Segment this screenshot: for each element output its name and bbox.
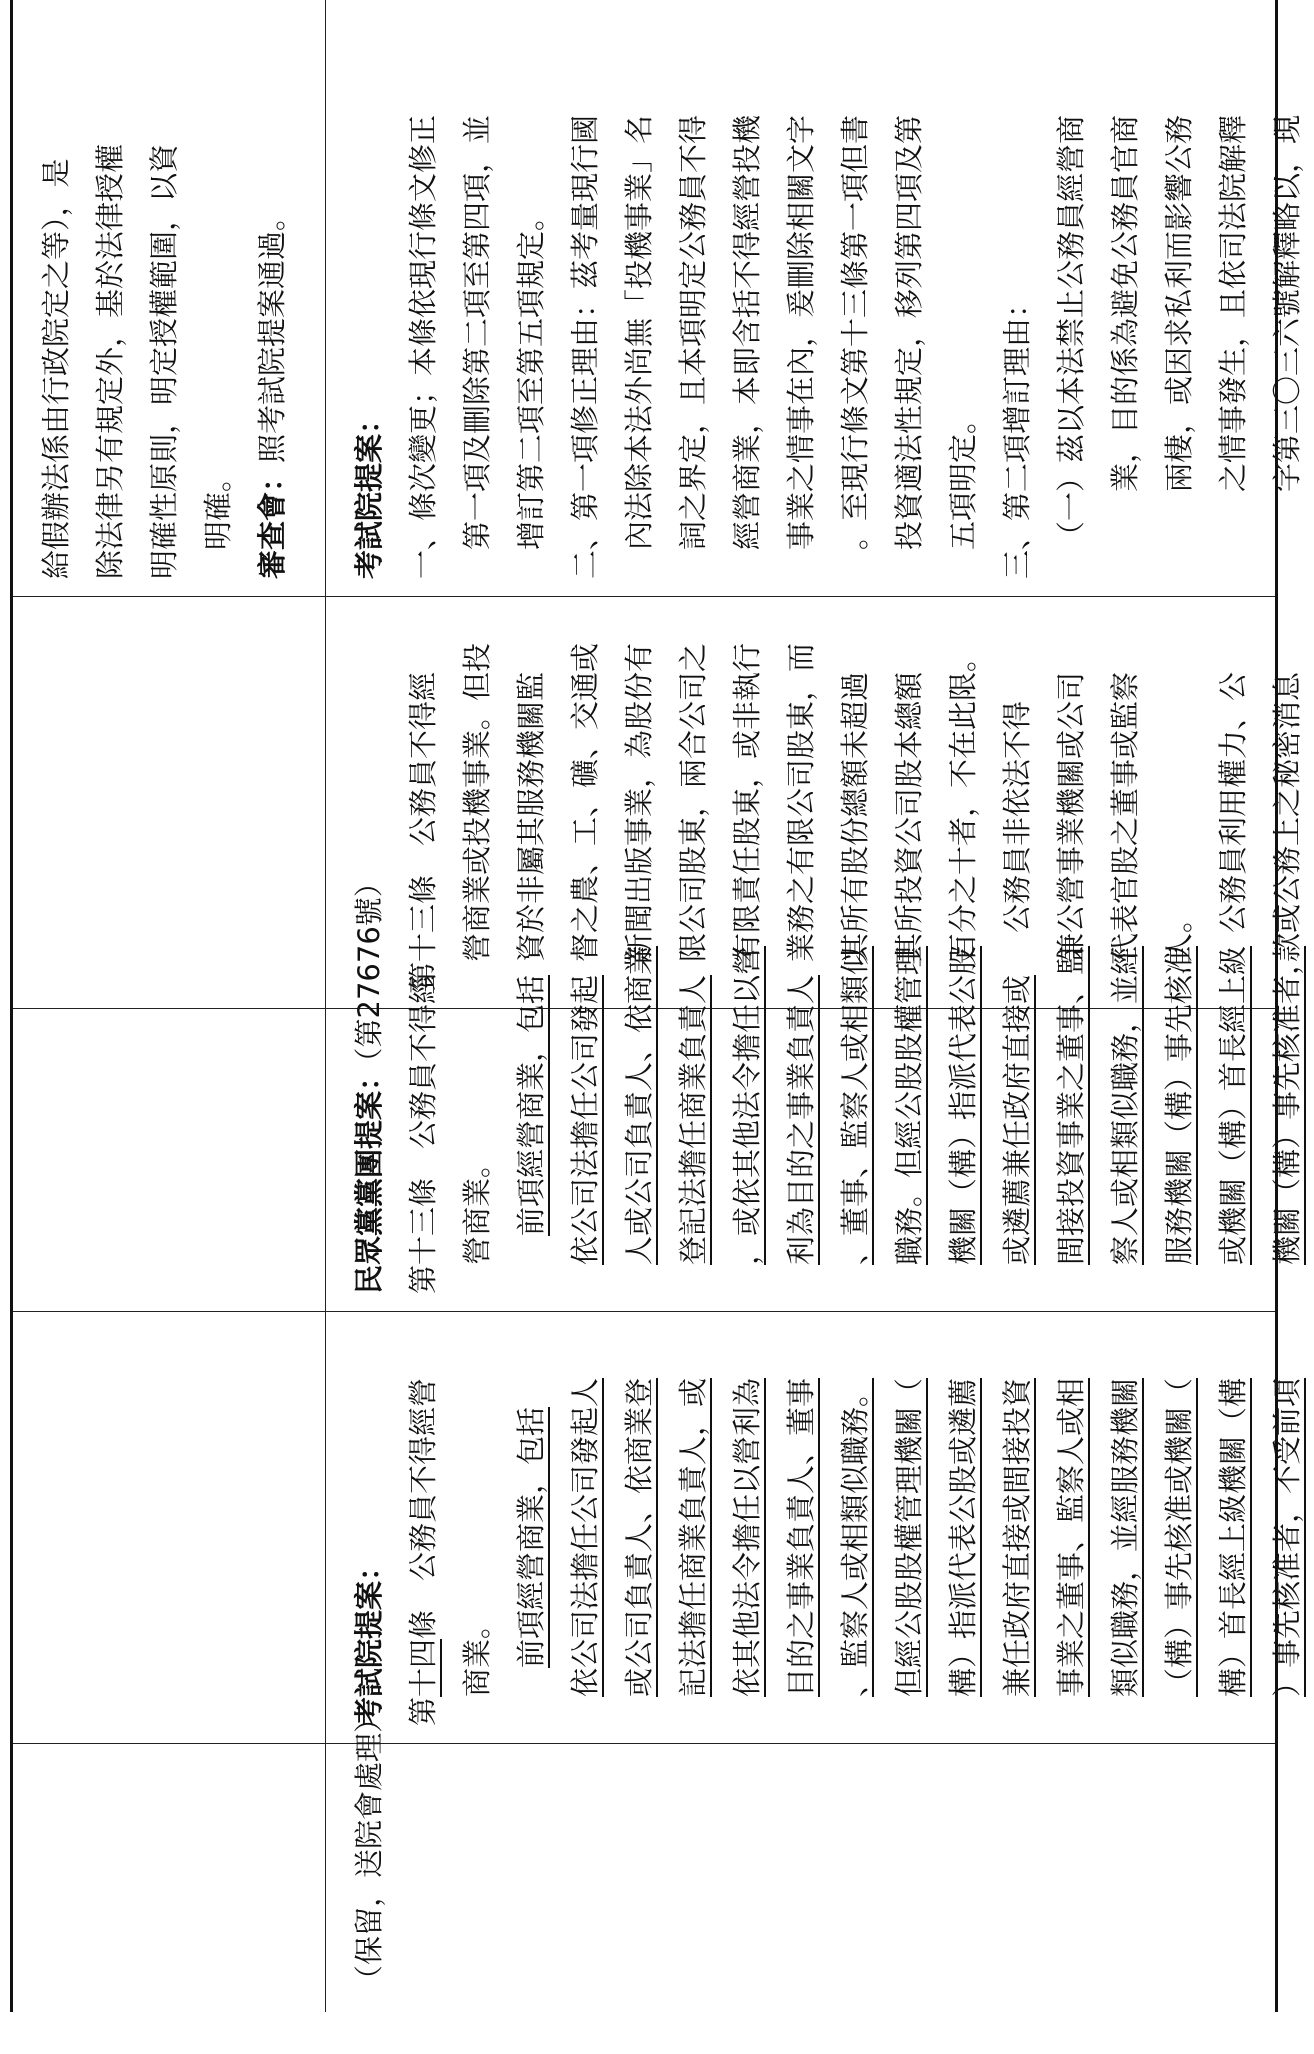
text-line [396,12,450,579]
text-line [936,609,990,991]
line-text: 明確性原則，明定授權範圍，以資 [147,143,181,579]
line-text: 新聞出版事業，為股份有 [622,642,656,962]
cell-tpp-caucus-proposal [326,868,1304,1312]
text-line [504,1324,558,1726]
text-line [1044,1324,1098,1726]
text-line [558,974,612,1294]
line-text: 明確。 [201,462,235,550]
line-text: 業務之有限公司股東，而 [784,642,818,962]
text-line [828,12,882,579]
underlined-text: 職務。但經公股股權管理 [892,945,926,1265]
text-line [936,12,990,579]
bold-label: 考試院提案： [352,404,386,579]
underlined-text: 或公司負責人、依商業登 [622,1377,656,1697]
line-text: 增訂第二項至第五項規定。 [514,201,548,550]
underlined-text: 前項經營商業，包括 [514,974,548,1236]
text-line [137,12,191,579]
underlined-text: 十四 [406,1638,440,1697]
line-text: 詞之界定，且本項明定公務員不得 [676,114,710,550]
underlined-text: 依公司法擔任公司發起人 [568,1377,602,1697]
underlined-text: ）事先核准者，不受前項 [1270,1377,1304,1697]
line-text: （第27676號） [352,868,386,1062]
text-line [29,12,83,579]
text-line [774,1324,828,1726]
underlined-text: 、監察人或相類似職務。 [838,1377,872,1697]
underlined-text: 人或公司負責人、依商業 [622,945,656,1265]
text-line [936,945,990,1294]
text-line [882,609,936,991]
underlined-text: 察人或相類似職務，並經 [1108,945,1142,1265]
underlined-text: 目的之事業負責人、董事 [784,1377,818,1697]
text-line [504,974,558,1294]
line-text: 照考試院提案通過。 [255,201,289,463]
text-line [558,12,612,579]
underlined-text: 記法擔任商業負責人，或 [676,1377,710,1697]
line-text: 業，目的係為避免公務員官商 [1108,114,1142,492]
text-line [1260,1324,1314,1726]
cell-current-law [326,597,1304,1009]
line-text: 人。 [1162,903,1196,962]
line-text: （保留，送院會處理） [352,1703,386,1994]
line-text: 兩棲，或因求私利而影響公務 [1162,114,1196,492]
underlined-text: 依其他法令擔任以營利為 [730,1377,764,1697]
text-line [720,1324,774,1726]
text-line [342,1703,396,1994]
text-line [1260,12,1314,579]
text-line [720,609,774,991]
text-line [882,945,936,1294]
line-text: 兼公營事業機關或公司 [1054,671,1088,962]
text-line [83,12,137,579]
line-text: 字第三〇三六號解釋略以，現 [1270,114,1304,492]
text-line [1206,609,1260,991]
text-line [1098,609,1152,991]
text-line [1044,609,1098,991]
text-line [558,609,612,991]
text-line [1260,945,1314,1294]
text-line [396,1324,450,1726]
text-line [774,12,828,579]
text-line [1260,609,1314,991]
line-text: 公務員非依法不得 [1000,700,1034,933]
text-line [828,1324,882,1726]
text-line [666,974,720,1294]
line-text: 之情事發生，且依司法院解釋 [1216,114,1250,492]
text-line [990,1324,1044,1726]
line-text: 代表官股之董事或監察 [1108,671,1142,962]
line-text: 內法除本法外尚無「投機事業」名 [622,114,656,550]
text-line [1152,12,1206,579]
text-line [666,12,720,579]
line-text: 第 [406,1696,440,1726]
text-line [1206,945,1260,1294]
line-text: （一）茲以本法禁止公務員經營商 [1054,114,1088,550]
text-line [450,1324,504,1726]
text-line [396,609,450,991]
line-text: 給假辦法係由行政院定之等），是 [39,158,73,579]
line-text: 。至現行條文第十三條第一項但書 [838,114,872,550]
underlined-text: 登記法擔任商業負責人 [676,974,710,1265]
text-line [990,609,1044,991]
underlined-text: 但經公股股權管理機關（ [892,1377,926,1697]
text-line [1098,1324,1152,1726]
table-section-bottom [326,0,1304,2012]
line-text: 條 公務員不得經營 [406,1377,440,1639]
line-text: 投資適法性規定，移列第四項及第 [892,114,926,550]
line-text: 其所有股份總額未超過 [838,671,872,962]
line-text: 二、第一項修正理由：茲考量現行國 [568,114,602,579]
bold-label: 考試院提案： [352,1551,386,1726]
line-text: 百分之十者，不在此限。 [946,642,980,962]
text-line [882,12,936,579]
text-line [720,945,774,1294]
text-line [612,945,666,1294]
cell-top-4 [13,597,325,1009]
text-line [1044,12,1098,579]
text-line [450,609,504,991]
line-text: 經營商業，本即含括不得經營投機 [730,114,764,550]
cell-top-1 [13,1744,325,2012]
cell-exam-yuan-proposal [326,1312,1304,1744]
text-line [558,1324,612,1726]
underlined-text: 、董事、監察人或相類似 [838,945,872,1265]
line-text: 五項明定。 [946,404,980,550]
cell-explanation [326,0,1304,597]
line-text: 除法律另有規定外，基於法律授權 [93,143,127,579]
text-line [990,974,1044,1294]
underlined-text: 服務機關（構）事先核准 [1162,945,1196,1265]
underlined-text: 類似職務，並經服務機關 [1108,1377,1142,1697]
underlined-text: 構）指派代表公股或遴薦 [946,1377,980,1697]
underlined-text: 前項經營商業，包括 [514,1406,548,1668]
line-text: 事業之情事在內，爰刪除相關文字 [784,114,818,550]
underlined-text: 利為目的之事業負責人 [784,974,818,1265]
underlined-text: 或遴薦兼任政府直接或 [1000,974,1034,1265]
text-line [342,12,396,579]
text-line [720,12,774,579]
text-line [504,12,558,579]
text-line [828,945,882,1294]
text-line [1152,609,1206,991]
underlined-text: 構）首長經上級機關（構 [1216,1377,1250,1697]
bold-label: 審查會： [255,462,289,579]
line-text: 公務員利用權力、公 [1216,671,1250,933]
line-text: 第十三條 公務員不得經 [406,974,440,1294]
underlined-text: 機關（構）事先核准者， [1270,945,1304,1265]
text-line [612,12,666,579]
text-line [612,1324,666,1726]
line-text: 第一項及刪除第二項至第四項，並 [460,114,494,550]
text-line [342,868,396,1294]
text-line [450,12,504,579]
underlined-text: 兼任政府直接或間接投資 [1000,1377,1034,1697]
text-line [828,609,882,991]
line-text: 三、第二項增訂理由： [1000,288,1034,579]
line-text: 資於非屬其服務機關監 [514,671,548,962]
underlined-text: 事業之董事、監察人或相 [1054,1377,1088,1697]
line-text: 一、條次變更；本條依現行條文修正 [406,114,440,579]
underlined-text: 或機關（構）首長經上級 [1216,945,1250,1265]
underlined-text: 依公司法擔任公司發起 [568,974,602,1265]
text-line [1206,1324,1260,1726]
line-text: 督之農、工、礦、交通或 [568,642,602,962]
text-line [1098,945,1152,1294]
text-line [342,1324,396,1726]
text-line [1044,945,1098,1294]
text-line [1206,12,1260,579]
underlined-text: 機關（構）指派代表公股 [946,945,980,1265]
line-text: 第十三條 公務員不得經 [406,671,440,991]
cell-top-5 [13,0,325,597]
text-line [504,609,558,991]
underlined-text: 間接投資事業之董事、監 [1054,945,1088,1265]
text-line [1098,12,1152,579]
text-line [1152,1324,1206,1726]
underlined-text: （構）事先核准或機關（ [1162,1377,1196,1697]
cell-top-2 [13,1312,325,1744]
text-line [342,609,396,991]
text-line [936,1324,990,1726]
text-line [612,609,666,991]
text-line [191,12,245,579]
text-line [882,1324,936,1726]
text-line [774,974,828,1294]
line-text: 限公司股東，兩合公司之 [676,642,710,962]
line-text: 有限責任股東，或非執行 [730,642,764,962]
line-text: 營商業或投機事業。但投 [460,642,494,962]
table-section-top [13,0,325,2012]
line-text: 商業。 [460,1609,494,1697]
text-line [450,1021,504,1294]
underlined-text: ，或依其他法令擔任以營 [730,945,764,1265]
line-text: 款或公務上之秘密消息 [1270,671,1304,962]
text-line [396,974,450,1294]
text-line [245,12,299,579]
bold-label: 民眾黨黨團提案： [352,1061,386,1294]
cell-top-3 [13,1009,325,1312]
comparison-table [10,0,1304,2012]
text-line [1152,945,1206,1294]
text-line [774,609,828,991]
cell-status [326,1703,1275,2012]
text-line [666,609,720,991]
line-text: 其所投資公司股本總額 [892,671,926,962]
line-text: 營商業。 [460,1148,494,1265]
text-line [666,1324,720,1726]
text-line [990,12,1044,579]
